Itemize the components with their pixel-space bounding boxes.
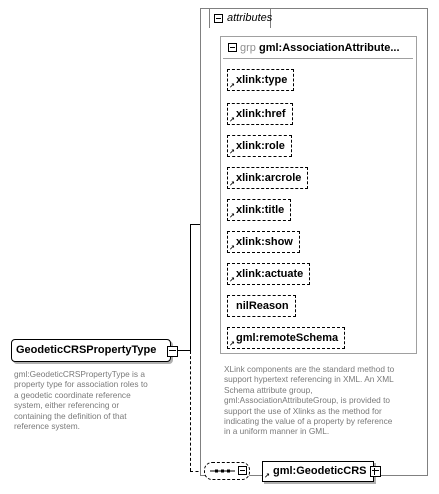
group-name: gml:AssociationAttribute... bbox=[258, 42, 400, 54]
group-description-line: XLink components are the standard method to bbox=[224, 364, 395, 374]
reference-arrow-icon: ↗ bbox=[229, 341, 235, 348]
attribute-name: xlink:href bbox=[236, 108, 286, 120]
attribute-item[interactable] bbox=[227, 103, 293, 125]
attribute-group-header[interactable] bbox=[228, 40, 400, 56]
reference-arrow-icon: ↗ bbox=[264, 473, 270, 480]
collapse-main-type-icon[interactable] bbox=[167, 346, 178, 357]
connector-vertical-trunk bbox=[190, 224, 191, 351]
reference-arrow-icon: ↗ bbox=[229, 149, 235, 156]
attribute-item[interactable] bbox=[227, 167, 308, 189]
group-description-line: support the use of Xlinks as the method for bbox=[224, 405, 382, 416]
main-type-description bbox=[14, 369, 189, 431]
reference-arrow-icon: ↗ bbox=[229, 181, 235, 188]
main-type-description-line: containing the definition of that bbox=[14, 410, 127, 421]
collapse-sequence-icon[interactable] bbox=[238, 466, 247, 475]
connector-dashed-to-sequence bbox=[190, 351, 191, 471]
reference-arrow-icon: ↗ bbox=[229, 245, 235, 252]
expand-geodetic-crs-icon[interactable] bbox=[370, 466, 381, 477]
attribute-name: gml:remoteSchema bbox=[236, 332, 339, 344]
connector-main-to-attributes bbox=[178, 350, 190, 351]
geodetic-crs-name: gml:GeodeticCRS bbox=[273, 465, 367, 477]
main-type-description-line: a geodetic coordinate reference bbox=[14, 389, 131, 400]
attribute-item[interactable] bbox=[227, 295, 296, 317]
group-description-line: in a uniform manner in GML. bbox=[224, 426, 330, 437]
attribute-item[interactable] bbox=[227, 263, 310, 285]
group-description-line: indicating the value of a property by reference bbox=[224, 416, 393, 427]
sequence-compositor[interactable] bbox=[204, 462, 250, 480]
attributes-tab[interactable] bbox=[209, 8, 271, 28]
group-tag: grp bbox=[240, 42, 256, 54]
reference-arrow-icon: ↗ bbox=[229, 277, 235, 284]
attribute-item[interactable] bbox=[227, 69, 294, 91]
geodetic-crs-element[interactable] bbox=[262, 461, 374, 482]
collapse-attributes-icon[interactable] bbox=[214, 14, 223, 23]
attributes-label: attributes bbox=[227, 12, 273, 24]
attribute-item[interactable] bbox=[227, 231, 300, 253]
reference-arrow-icon: ↗ bbox=[229, 213, 235, 220]
collapse-group-icon[interactable] bbox=[228, 43, 237, 52]
attribute-name: xlink:role bbox=[236, 140, 285, 152]
attribute-name: xlink:type bbox=[236, 74, 288, 86]
attribute-name: xlink:show bbox=[236, 236, 293, 248]
attribute-name: xlink:actuate bbox=[236, 268, 304, 280]
connector-to-attributes-box bbox=[190, 224, 200, 225]
attribute-name: nilReason bbox=[236, 300, 289, 312]
group-description-line: Schema attribute group, bbox=[224, 384, 313, 395]
main-type-description-line: system, either referencing or bbox=[14, 400, 120, 411]
main-type-box[interactable] bbox=[11, 339, 171, 362]
group-description bbox=[224, 364, 424, 437]
main-type-description-line: reference system. bbox=[14, 421, 80, 432]
attribute-item[interactable] bbox=[227, 327, 345, 349]
attribute-name: xlink:arcrole bbox=[236, 172, 302, 184]
attribute-name: xlink:title bbox=[236, 204, 285, 216]
group-description-line: gml:AssociationAttributeGroup, is provided to bbox=[224, 395, 391, 406]
main-type-name: GeodeticCRSPropertyType bbox=[16, 344, 157, 356]
reference-arrow-icon: ↗ bbox=[229, 83, 235, 90]
attribute-item[interactable] bbox=[227, 199, 291, 221]
main-type-description-line: gml:GeodeticCRSPropertyType is a bbox=[14, 369, 145, 379]
main-type-description-line: property type for association roles to bbox=[14, 379, 148, 390]
attribute-item[interactable] bbox=[227, 135, 292, 157]
reference-arrow-icon: ↗ bbox=[229, 117, 235, 124]
group-description-line: support hypertext referencing in XML. An XML bbox=[224, 374, 394, 385]
